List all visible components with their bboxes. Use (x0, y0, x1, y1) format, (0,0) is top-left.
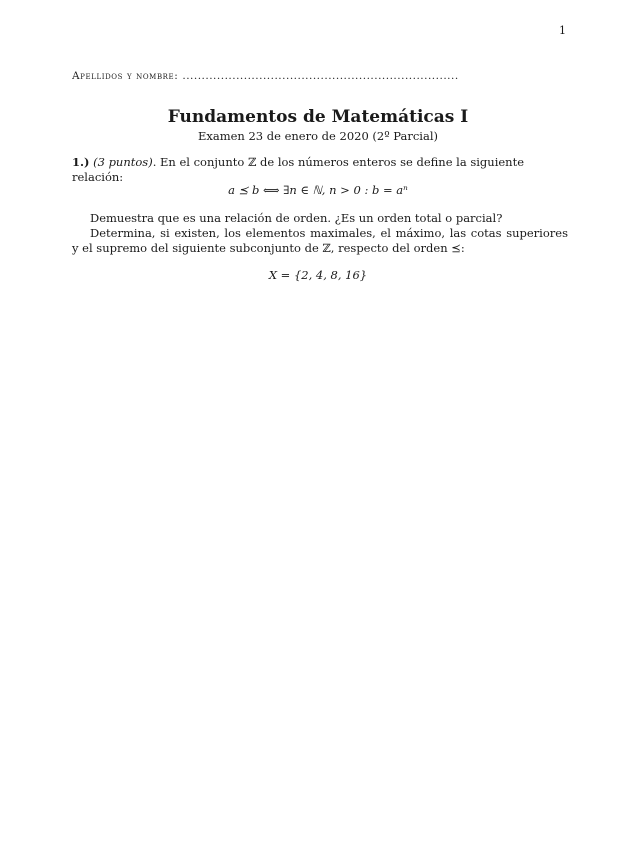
set-formula: X = {2, 4, 8, 16} (268, 268, 368, 282)
question-1-statement (72, 155, 568, 185)
name-label: Apellidos y nombre: (72, 70, 179, 82)
relation-formula: a ⪯ b ⟺ ∃n ∈ ℕ, n > 0 : b = aⁿ (228, 183, 408, 197)
question-number: 1.) (72, 155, 90, 169)
exam-subtitle: Examen 23 de enero de 2020 (2º Parcial) (197, 129, 439, 143)
name-line (72, 70, 568, 82)
name-dots: ........................................................................ (182, 70, 459, 82)
question-text: . En el conjunto ℤ de los números enteros se define la siguiente relación: (72, 155, 525, 184)
page-number: 1 (559, 24, 566, 37)
task-1-text: Demuestra que es una relación de orden. ¿Es un orden total o parcial? (90, 211, 503, 225)
question-points: (3 puntos) (93, 155, 153, 169)
task-2-text: Determina, si existen, los elementos maximales, el máximo, las cotas superiores y el supremo del siguiente subconjunto de ℤ, respecto del orden ⪯: (72, 226, 568, 255)
exam-title: Fundamentos de Matemáticas I (167, 107, 469, 127)
